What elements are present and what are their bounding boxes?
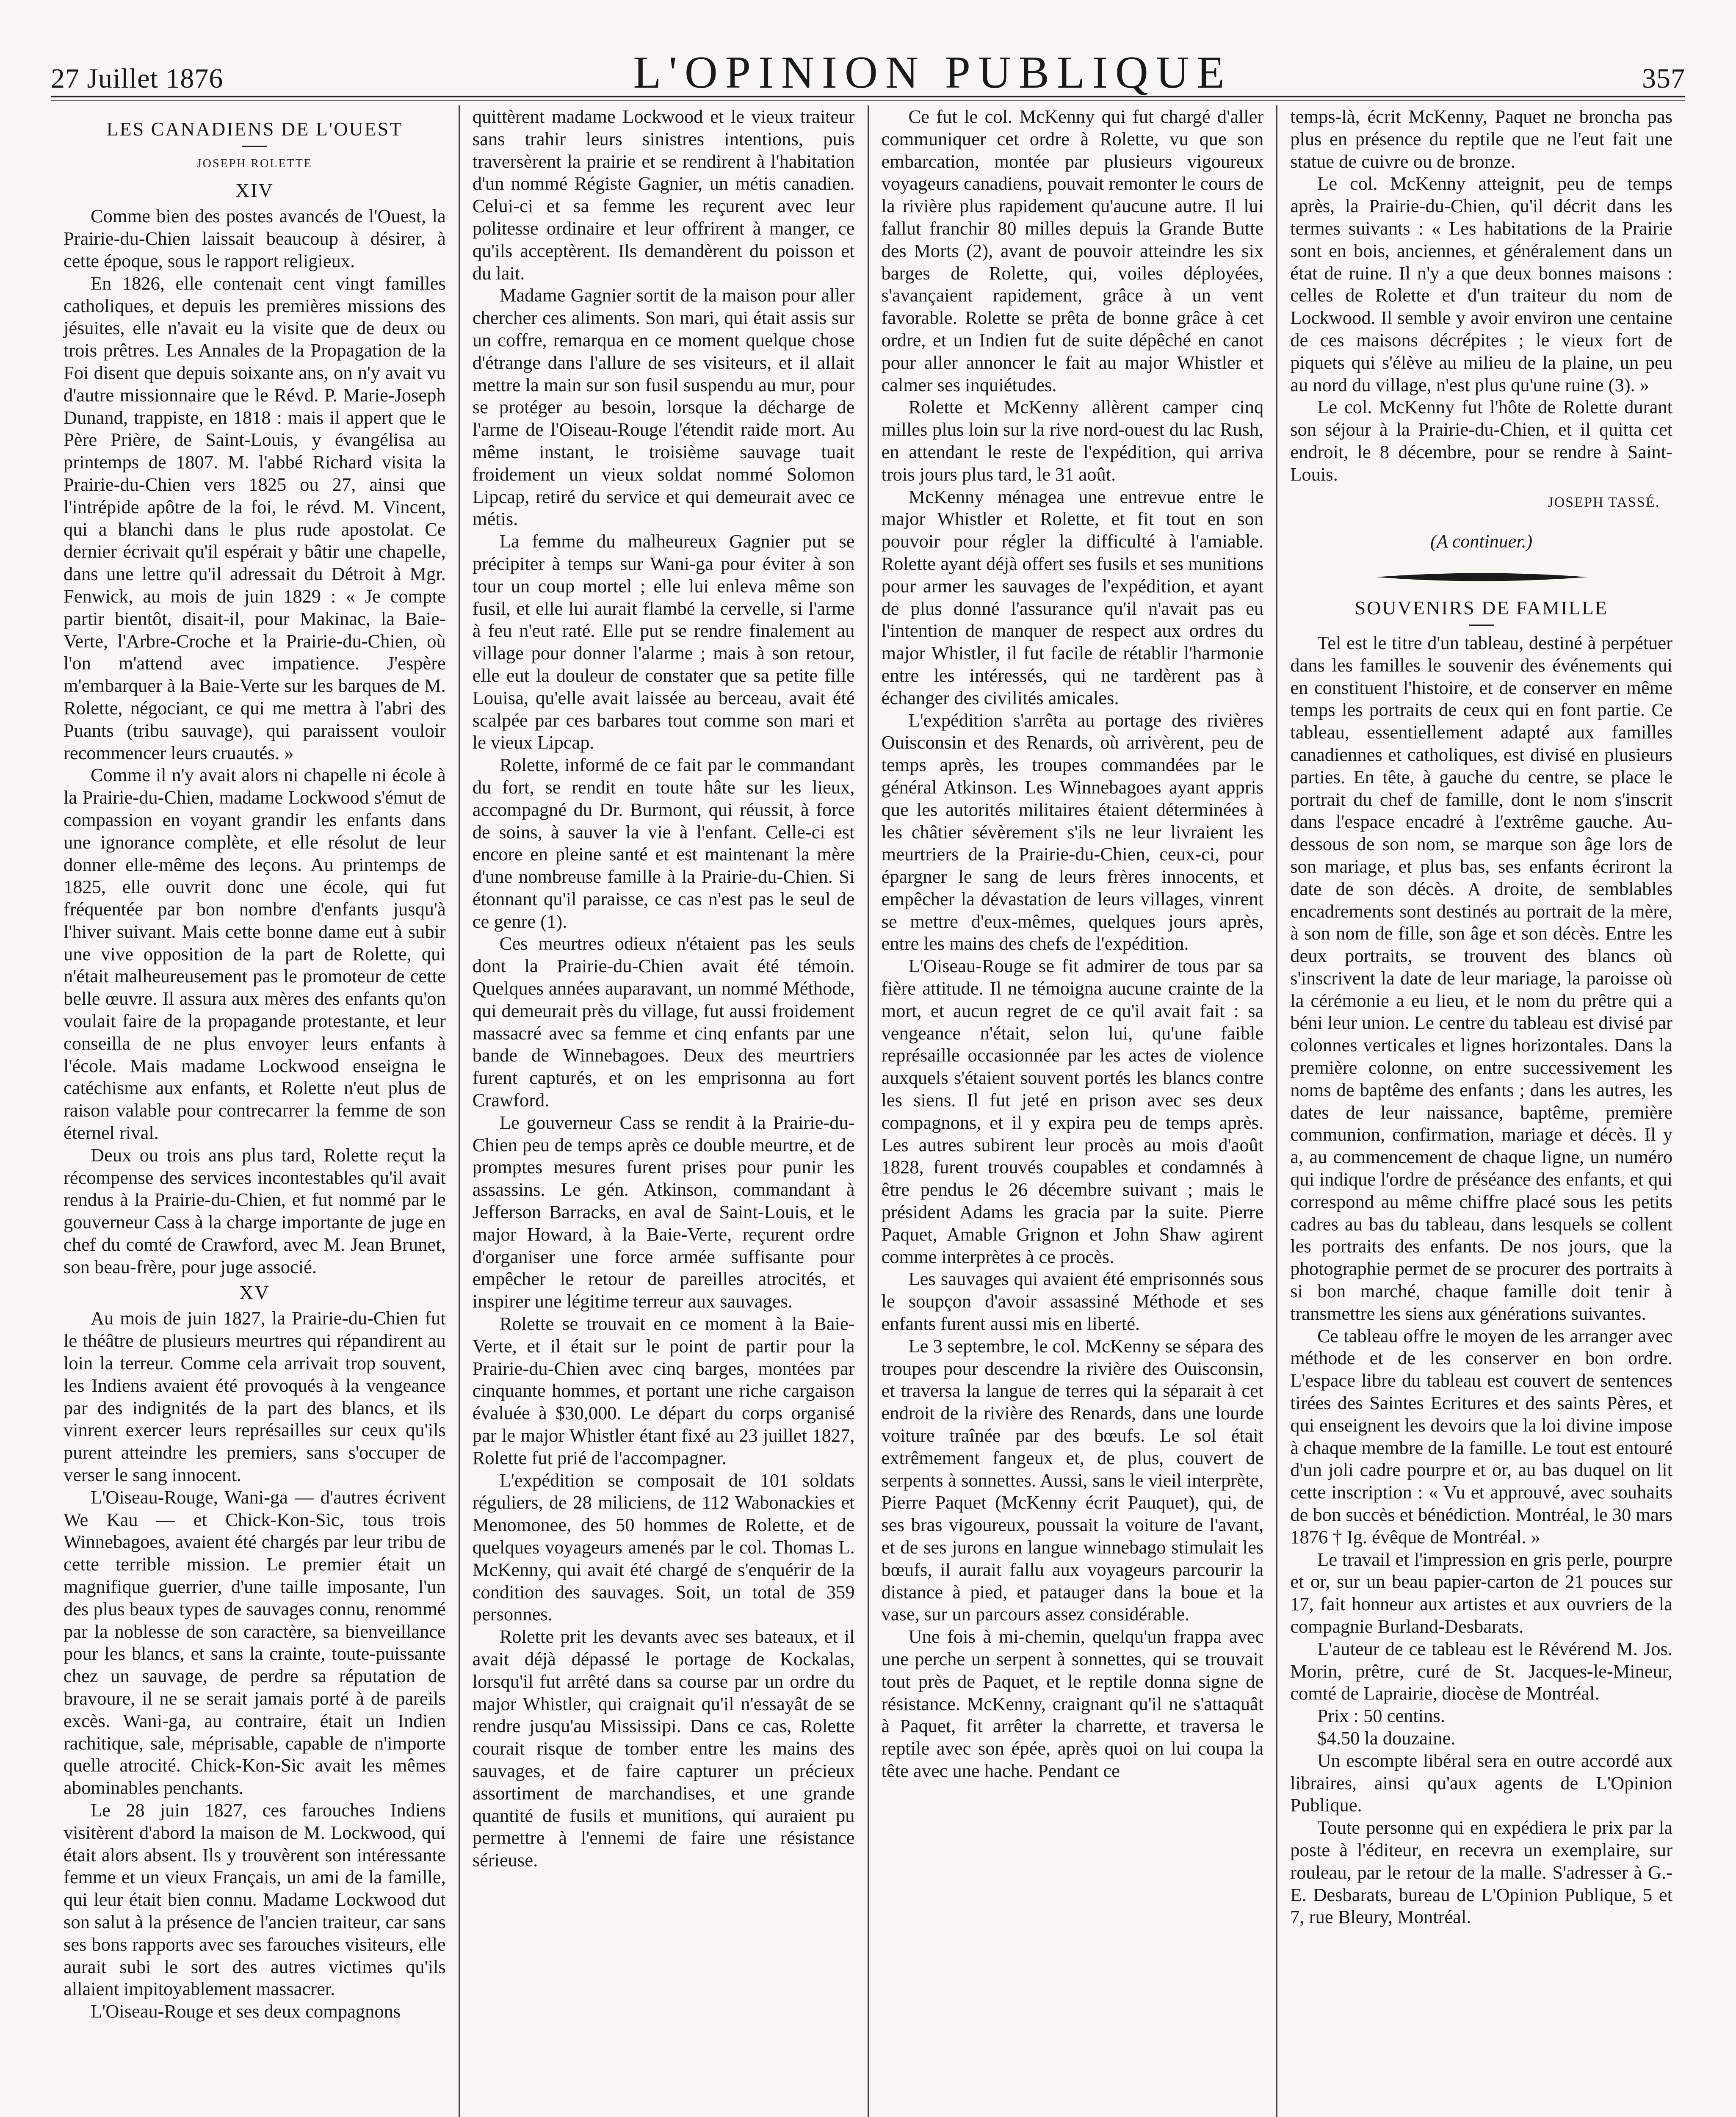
paragraph: Rolette, informé de ce fait par le commandant du fort, se rendit en toute hâte sur les lieux, accompagné du Dr. Burmont, qui réussit, à force de soins, à sauver la vie à l'enfant. Celle-ci est encore en pleine santé et est maintenant la mère d'une nombreuse famille à la Prairie-du-Chien. Si étonnant qu'il paraisse, ce cas n'est pas le seul de ce genre (1). <box>472 754 855 932</box>
to-be-continued: (A continuer.) <box>1430 531 1533 552</box>
article-title: LES CANADIENS DE L'OUEST <box>106 118 403 140</box>
paragraph: Une fois à mi-chemin, quelqu'un frappa avec une perche un serpent à sonnettes, qui se trouvait tout près de Paquet, et le reptile donna signe de résistance. McKenny, craignant qu'il ne s'attaquât à Paquet, fit arrêter la charrette, et traversa le reptile avec son épée, après quoi on lui coupa la tête avec une hache. Pendant ce <box>881 1626 1264 1781</box>
issue-date: 27 Juillet 1876 <box>51 63 224 94</box>
column-4 <box>1277 105 1685 2117</box>
column-1 <box>51 105 460 2117</box>
paragraph: temps-là, écrit McKenny, Paquet ne broncha pas plus en présence du reptile que ne l'eut fait une statue de cuivre ou de bronze. <box>1290 106 1672 172</box>
paragraph: Le col. McKenny fut l'hôte de Rolette durant son séjour à la Prairie-du-Chien, et il quitta cet endroit, le 8 décembre, pour se rendre à Saint-Louis. <box>1290 396 1672 485</box>
paragraph: Le 28 juin 1827, ces farouches Indiens visitèrent d'abord la maison de M. Lockwood, qui était alors absent. Ils y trouvèrent son intéressante femme et un vieux Français, un ami de la famille, qui leur était bien connu. Madame Lockwood dut son salut à la présence de l'ancien traiteur, car sans ses bons rapports avec ses farouches visiteurs, elle aurait subi le sort des autres victimes qu'ils allaient impitoyablement massacrer. <box>64 1799 446 2000</box>
paragraph: L'auteur de ce tableau est le Révérend M. Jos. Morin, prêtre, curé de St. Jacques-le-Mineur, comté de Laprairie, diocèse de Montréal. <box>1290 1638 1672 1704</box>
price-list <box>1290 1705 1672 1749</box>
paragraph: Ces meurtres odieux n'étaient pas les seuls dont la Prairie-du-Chien avait été témoin. Quelques années auparavant, un nommé Méthode, qui demeurait près du village, fut aussi froidement massacré avec sa femme et cinq enfants par une bande de Winnebagoes. Deux des meurtriers furent capturés, et on les emprisonna au fort Crawford. <box>472 933 855 1111</box>
paragraph: Les sauvages qui avaient été emprisonnés sous le soupçon d'avoir assassiné Méthode et ses enfants furent aussi mis en liberté. <box>881 1268 1264 1335</box>
title-dash <box>242 146 267 147</box>
paragraph: McKenny ménagea une entrevue entre le major Whistler et Rolette, et fit tout en son pouvoir pour régler la difficulté à l'amiable. Rolette ayant déjà offert ses fusils et ses munitions pour armer les sauvages de l'expédition, et ayant de plus donné l'assurance qu'il n'avait pas eu l'intention de manquer de respect aux ordres du major Whistler, il fut facile de rétablir l'harmonie entre les intéressés, qui ne tardèrent pas à échanger des civilités amicales. <box>881 486 1264 708</box>
paragraph: Madame Gagnier sortit de la maison pour aller chercher ces aliments. Son mari, qui était assis sur un coffre, remarqua en ce moment quelque chose d'étrange dans l'allure de ses visiteurs, et il allait mettre la main sur son fusil suspendu au mur, pour se protéger au besoin, lorsque la décharge de l'arme de l'Oiseau-Rouge l'étendit raide mort. Au même instant, le troisième sauvage tuait froidement un vieux soldat nommé Solomon Lipcap, retiré du service et qui demeurait avec ce métis. <box>472 285 855 530</box>
title-dash <box>1469 625 1494 626</box>
paragraph: Rolette prit les devants avec ses bateaux, et il avait déjà dépassé le portage de Kockalas, lorsqu'il fut arrêté dans sa course par un ordre du major Whistler, qui craignait qu'il n'essayât de se rendre jusqu'au Mississipi. Dans ce cas, Rolette courait risque de tomber entre les mains des sauvages, et de faire capturer un précieux assortiment de marchandises, et une grande quantité de fusils et munitions, qui auraient pu permettre à l'ennemi de faire une résistance sérieuse. <box>472 1626 855 1871</box>
paragraph: Rolette se trouvait en ce moment à la Baie-Verte, et il était sur le point de partir pour la Prairie-du-Chien avec cinq barges, montées par cinquante hommes, et portant une riche cargaison évaluée à $30,000. Le départ du corps organisé par le major Whistler étant fixé au 23 juillet 1827, Rolette fut prié de l'accompagner. <box>472 1313 855 1468</box>
paragraph: L'Oiseau-Rouge, Wani-ga — d'autres écrivent We Kau — et Chick-Kon-Sic, tous trois Winnebagoes, avaient été chargés par leur tribu de cette terrible mission. Le premier était un magnifique guerrier, d'une taille imposante, l'un des plus beaux types de sauvages connu, renommé par la noblesse de son caractère, sa bienveillance pour les blancs, et sans la crainte, toute-puissante chez un sauvage, de perdre sa réputation de bravoure, il ne se serait jamais porté à de pareils excès. Wani-ga, au contraire, était un Indien rachitique, sale, méprisable, capable de n'importe quelle atrocité. Chick-Kon-Sic avait les mêmes abominables penchants. <box>64 1486 446 1799</box>
section-number: XV <box>239 1281 270 1303</box>
column-2 <box>460 105 869 2117</box>
paragraph: Le col. McKenny atteignit, peu de temps après, la Prairie-du-Chien, qu'il décrit dans les termes suivants : « Les habitations de la Prairie sont en bois, anciennes, et généralement dans un état de ruine. Il n'y a que deux bonnes maisons : celles de Rolette et d'un traiteur du nom de Lockwood. Il semble y avoir environ une centaine de ces maisons décrépites ; le vieux fort de piquets qui s'élève au milieu de la plaine, un peu au nord du village, n'est plus qu'une ruine (3). » <box>1290 173 1672 395</box>
author-signature: JOSEPH TASSÉ. <box>1548 494 1660 510</box>
divider-ornament-icon <box>1371 570 1592 584</box>
masthead-rule-thin <box>51 100 1685 101</box>
paragraph: Tel est le titre d'un tableau, destiné à perpétuer dans les familles le souvenir des événements qui en constituent l'histoire, et de conserver en même temps les portraits de ceux qui en font partie. Ce tableau, essentiellement adapté aux familles canadiennes et catholiques, est divisé en plusieurs parties. En tête, à gauche du centre, se place le portrait du chef de famille, dont le nom s'inscrit dans l'espace encadré à l'extrême gauche. Au-dessous de son nom, se marque son âge lors de son mariage, et plus bas, ses enfants écriront la date de son décès. A droite, de semblables encadrements sont destinés au portrait de la mère, à son nom de fille, son âge et son décès. Entre les deux portraits, se trouvent des blancs où s'inscrivent la date de leur mariage, la paroisse où la cérémonie a eu lieu, et le nom du prêtre qui a béni leur union. Le centre du tableau est divisé par colonnes verticales et lignes horizontales. Dans la première colonne, on entre successivement les noms de baptême des enfants ; dans les autres, les dates de leur naissance, baptême, première communion, confirmation, mariage et décès. Il y a, au commencement de chaque ligne, un numéro qui indique l'ordre de préséance des enfants, et qui correspond au même chiffre placé sous les petits cadres au bas du tableau, dans lesquels se collent les portraits des enfants. De nos jours, que la photographie permet de se procurer des portraits à si bon marché, chaque famille doit tenir à transmettre les siens aux générations suivantes. <box>1290 632 1672 1324</box>
journal-title: L'OPINION PUBLIQUE <box>633 47 1232 98</box>
price-single: Prix : 50 centins. <box>1317 1705 1445 1727</box>
paragraph: Un escompte libéral sera en outre accordé aux libraires, ainsi qu'aux agents de L'Opinion Publique. <box>1290 1749 1672 1816</box>
paragraph: L'expédition se composait de 101 soldats réguliers, de 28 miliciens, de 112 Wabonackies et Menomonee, des 50 hommes de Rolette, et de quelques voyageurs amenés par le col. Thomas L. McKenny, qui avait été chargé de s'enquérir de la condition des sauvages. Soit, un total de 359 personnes. <box>472 1469 855 1625</box>
paragraph: quittèrent madame Lockwood et le vieux traiteur sans trahir leurs sinistres intentions, puis traversèrent la prairie et se rendirent à l'habitation d'un nommé Régiste Gagnier, un métis canadien. Celui-ci et sa femme les reçurent avec leur politesse ordinaire et leur offrirent à manger, ce qu'ils acceptèrent. Ils demandèrent du poisson et du lait. <box>472 106 855 284</box>
paragraph: Le 3 septembre, le col. McKenny se sépara des troupes pour descendre la rivière des Ouisconsin, et traversa la langue de terres qui la séparait à cet endroit de la rivière des Renards, dans une lourde voiture traînée par des bœufs. Le sol était extrêmement fangeux et, de plus, couvert de serpents à sonnettes. Aussi, sans le vieil interprète, Pierre Paquet (McKenny écrit Pauquet), qui, de ses bras vigoureux, poussait la voiture de l'avant, et de ses jurons en langue winnebago stimulait les bœufs, il aurait fallu aux voyageurs parcourir la distance à pied, et patauger dans la boue et la vase, sur un parcours assez considérable. <box>881 1335 1264 1625</box>
paragraph: Ce fut le col. McKenny qui fut chargé d'aller communiquer cet ordre à Rolette, vu que son embarcation, montée par plusieurs vigoureux voyageurs canadiens, pouvait remonter le cours de la rivière plus rapidement qu'aucune autre. Il lui fallut franchir 80 milles depuis la Grande Butte des Morts (2), avant de pouvoir atteindre les six barges de Rolette, qui, voiles déployées, s'avançaient rapidement, grâce à un vent favorable. Rolette se prêta de bonne grâce à cet ordre, et un Indien fut de suite dépêché en canot pour aller annoncer le fait au major Whistler et calmer ses inquiétudes. <box>881 106 1264 395</box>
price-dozen: $4.50 la douzaine. <box>1317 1727 1456 1749</box>
section-number: XIV <box>235 179 274 201</box>
paragraph: Toute personne qui en expédiera le prix par la poste à l'éditeur, en recevra un exemplaire, sur rouleau, par le retour de la malle. S'adresser à G.-E. Desbarats, bureau de L'Opinion Publique, 5 et 7, rue Bleury, Montréal. <box>1290 1817 1672 1928</box>
article-byline: JOSEPH ROLETTE <box>196 157 312 170</box>
page-number: 357 <box>1642 63 1685 94</box>
paragraph: En 1826, elle contenait cent vingt familles catholiques, et depuis les premières missions des jésuites, elle n'avait eu la visite que de deux ou trois prêtres. Les Annales de la Propagation de la Foi disent que depuis soixante ans, on n'y avait vu d'autre missionnaire que le Révd. P. Marie-Joseph Dunand, trappiste, en 1818 : mais il appert que le Père Prière, de Saint-Louis, y évangélisa au printemps de 1807. M. l'abbé Richard visita la Prairie-du-Chien vers 1825 ou 27, ainsi que l'intrépide apôtre de la foi, le révd. M. Vincent, qui a blanchi dans le plus rude apostolat. Ce dernier écrivait qu'il espérait y bâtir une chapelle, dans une lettre qu'il adressait du Détroit à Mgr. Fenwick, au mois de juin 1829 : « Je compte partir bientôt, disait-il, pour Makinac, la Baie-Verte, l'Arbre-Croche et la Prairie-du-Chien, où l'on m'attend avec impatience. J'espère m'embarquer à la Baie-Verte sur les barques de M. Rolette, négociant, ce qui me mettra à l'abri des Puants (tribu sauvage), qui paraissent vouloir recommencer leurs cruautés. » <box>64 272 446 763</box>
paragraph: Au mois de juin 1827, la Prairie-du-Chien fut le théâtre de plusieurs meurtres qui répandirent au loin la terreur. Comme cela arrivait trop souvent, les Indiens avaient été provoqués à la vengeance par des indignités de la part des blancs, et ils vinrent exercer leurs représailles sur ceux qu'ils purent atteindre les premiers, sans s'occuper de verser le sang innocent. <box>64 1307 446 1486</box>
paragraph: Deux ou trois ans plus tard, Rolette reçut la récompense des services incontestables qu'il avait rendus à la Prairie-du-Chien, et fut nommé par le gouverneur Cass à la charge importante de juge en chef du comté de Crawford, avec M. Jean Brunet, son beau-frère, pour juge associé. <box>64 1144 446 1277</box>
columns <box>51 105 1685 2117</box>
paragraph: L'expédition s'arrêta au portage des rivières Ouisconsin et des Renards, où arrivèrent, peu de temps après, les troupes commandées par le général Atkinson. Les Winnebagoes ayant appris que les autorités militaires étaient déterminées à les châtier sévèrement s'ils ne leur livraient les meurtriers de la Prairie-du-Chien, ceux-ci, pour épargner le sang de leurs frères innocents, et empêcher la dévastation de leurs villages, vinrent se mettre d'eux-mêmes, quelques jours après, entre les mains des chefs de l'expédition. <box>881 709 1264 954</box>
article-title: SOUVENIRS DE FAMILLE <box>1355 597 1608 619</box>
masthead <box>51 47 1685 98</box>
paragraph: Le travail et l'impression en gris perle, pourpre et or, sur un beau papier-carton de 21 pouces sur 17, fait honneur aux artistes et aux ouvriers de la compagnie Burland-Desbarats. <box>1290 1548 1672 1637</box>
paragraph: L'Oiseau-Rouge et ses deux compagnons <box>91 2001 401 2022</box>
paragraph: Comme bien des postes avancés de l'Ouest, la Prairie-du-Chien laissait beaucoup à désirer, à cette époque, sous le rapport religieux. <box>64 205 446 271</box>
paragraph: La femme du malheureux Gagnier put se précipiter à temps sur Wani-ga pour éviter à son tour un coup mortel ; elle lui enleva même son fusil, et elle lui aurait flambé la cervelle, si l'arme à feu n'eut raté. Elle put se rendre finalement au village pour donner l'alarme ; mais à son retour, elle eut la douleur de constater que sa petite fille Louisa, qu'elle avait laissée au berceau, avait été scalpée par ces barbares tout comme son mari et le vieux Lipcap. <box>472 531 855 753</box>
paragraph: Le gouverneur Cass se rendit à la Prairie-du-Chien peu de temps après ce double meurtre, et de promptes mesures furent prises pour punir les assassins. Le gén. Atkinson, commandant à Jefferson Barracks, en aval de Saint-Louis, et le major Howard, à la Baie-Verte, reçurent ordre d'organiser une force armée suffisante pour empêcher le retour de pareilles atrocités, et inspirer une légitime terreur aux sauvages. <box>472 1111 855 1312</box>
paragraph: Rolette et McKenny allèrent camper cinq milles plus loin sur la rive nord-ouest du lac Rush, en attendant le reste de l'expédition, qui arriva trois jours plus tard, le 31 août. <box>881 396 1264 485</box>
paragraph: Comme il n'y avait alors ni chapelle ni école à la Prairie-du-Chien, madame Lockwood s'émut de compassion en voyant grandir les enfants dans une ignorance complète, et elle résolut de leur donner elle-même des leçons. Au printemps de 1825, elle ouvrit donc une école, qui fut fréquentée par bon nombre d'enfants jusqu'à l'hiver suivant. Mais cette bonne dame eut à subir une vive opposition de la part de Rolette, qui n'était malheureusement pas le promoteur de cette belle œuvre. Il assura aux mères des enfants qu'on voulait faire de la propagande protestante, et leur conseilla de ne plus envoyer leurs enfants à l'école. Mais madame Lockwood enseigna le catéchisme aux enfants, et Rolette n'eut plus de raison valable pour contrecarrer la femme de son éternel rival. <box>64 764 446 1144</box>
paragraph: Ce tableau offre le moyen de les arranger avec méthode et de les conserver en bon ordre. L'espace libre du tableau est couvert de sentences tirées des Saintes Ecritures et des saints Pères, et qui enseignent les devoirs que la loi divine impose à chaque membre de la famille. Le tout est entouré d'un joli cadre pourpre et or, au bas duquel on lit cette inscription : « Vu et approuvé, avec souhaits de bon succès et bénédiction. Montréal, le 30 mars 1876 † Ig. évêque de Montréal. » <box>1290 1325 1672 1548</box>
column-3 <box>869 105 1278 2117</box>
paragraph: L'Oiseau-Rouge se fit admirer de tous par sa fière attitude. Il ne témoigna aucune crainte de la mort, et aucun regret de ce qu'il avait fait : sa vengeance n'était, selon lui, qu'une faible représaille occasionnée par les actes de violence auxquels s'étaient souvent portés les blancs contre les siens. Il fut jeté en prison avec ses deux compagnons, et il y expira peu de temps après. Les autres subirent leur procès au mois d'août 1828, furent trouvés coupables et condamnés à être pendus le 26 décembre suivant ; mais le président Adams les gracia par la suite. Pierre Paquet, Amable Grignon et John Shaw agirent comme interprètes à ce procès. <box>881 955 1264 1267</box>
